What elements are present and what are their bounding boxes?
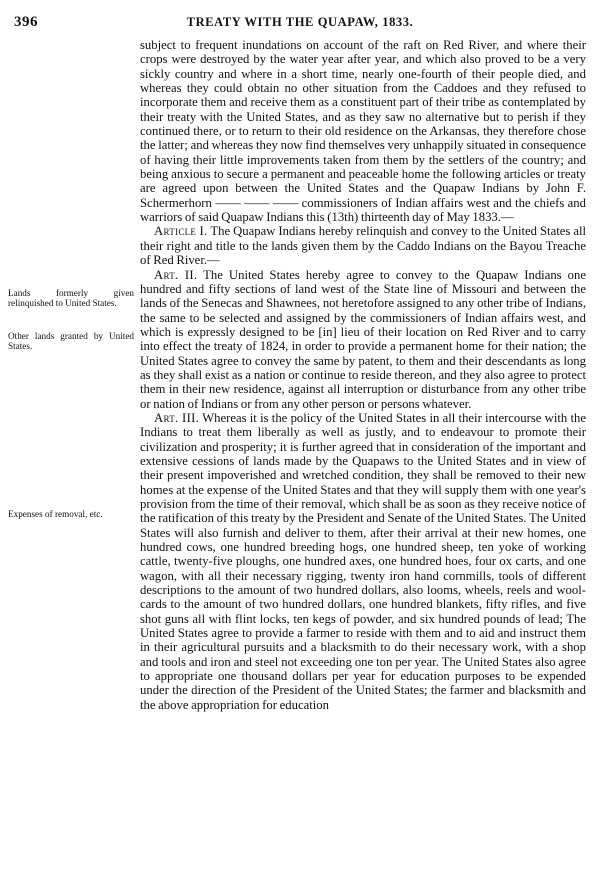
article-3-text: Whereas it is the policy of the United States in all their intercourse with the Indians to treat them liberally as well as justly, and to endeavour to promote their civilization and prosperity; it is further agreed that in consideration of the important and extensive cessions of lands made by the Quapaws to the United States and in view of their present impoverished and wretched condition, they shall be removed to their new homes at the expense of the United States and that they will supply them with one year's provision from the time of their removal, which shall be as soon as they receive notice of the ratification of this treaty by the President and Senate of the United States. The United States will also furnish and deliver to them, after their arrival at their new homes, one hundred cows, one hundred breeding hogs, one hundred sheep, ten yoke of working cattle, twenty-five ploughs, one hundred axes, one hundred hoes, four ox carts, and one wagon, with all their necessary rigging, twenty iron hand cornmills, tools of different descriptions to the amount of two hundred dollars, also looms, wheels, reels and wool-cards to the amount of two hundred dollars, one hundred blankets, fifty rifles, and five shot guns all with flint locks, ten kegs of powder, and six hundred pounds of lead; The United States agree to provide a farmer to reside with them and to aid and instruct them in their agricultural pursuits and a blacksmith to do their necessary work, with a shop and tools and iron and steel not exceeding one ton per year. The United States also agree to appropriate one thousand dollars per year for education purposes to be expended under the direction of the President of the United States; the farmer and blacksmith and the above appropriation for education	[140, 410, 586, 712]
side-note-text: Lands formerly given relinquished to United States.	[8, 288, 134, 308]
side-note-lands-granted	[8, 332, 134, 351]
side-note-text: Expenses of removal, etc.	[8, 509, 103, 519]
running-title: TREATY WITH THE QUAPAW, 1833.	[186, 15, 414, 29]
article-3-label: Art. III.	[154, 410, 200, 425]
side-note-expenses	[8, 510, 134, 520]
page-header	[0, 14, 600, 34]
treaty-body	[140, 38, 586, 712]
article-2-label: Art. II.	[154, 267, 198, 282]
article-3-paragraph	[140, 411, 586, 712]
article-1-text: The Quapaw Indians hereby relinquish and convey to the United States all their right and title to the lands given them by the Caddo Indians on the Bayou Treache of Red River.—	[140, 224, 586, 268]
article-2-text: The United States hereby agree to convey to the Quapaw Indians one hundred and fifty sections of land west of the State line of Missouri and between the lands of the Senecas and Shawnees, not heretofore assigned to any other tribe of Indians, the same to be selected and assigned by the commissioners of Indian affairs west, and which is expressly designed to be [in] lieu of their location on Red River and to carry into effect the treaty of 1824, in order to provide a permanent home for their nation; the United States agree to convey the same by patent, to them and their descendants as long as they shall exist as a nation or continue to reside thereon, and they also agree to protect them in their new residence, against all interruption or disturbance from any other tribe or nation of Indians or from any other person or persons whatever.	[140, 267, 586, 411]
page-number: 396	[14, 14, 38, 30]
article-2-paragraph	[140, 268, 586, 411]
article-1-paragraph	[140, 224, 586, 267]
article-1-label: Article I.	[154, 224, 208, 239]
preamble-paragraph: subject to frequent inundations on account of the raft on Red River, and where their crops were destroyed by the water year after year, and which also proved to be a very sickly country and where in a short time, nearly one-fourth of their people died, and whereas they could obtain no other situation from the Caddoes and they refused to incorporate them and receive them as a constituent part of their tribe as contemplated by their treaty with the United States, and as they saw no alternative but to perish if they continued there, or to return to their old residence on the Arkansas, they therefore chose the latter; and whereas they now find themselves very unhappily situated in consequence of having their little improvements taken from them by the settlers of the country; and being anxious to secure a permanent and peaceable home the following articles or treaty are agreed upon between the United States and the Quapaw Indians by John F. Schermerhorn —— —— —— commissioners of Indian affairs west and the chiefs and warriors of said Quapaw Indians this (13th) thirteenth day of May 1833.—	[140, 38, 586, 225]
side-note-text: Other lands granted by United States.	[8, 331, 134, 351]
side-note-lands-relinquished	[8, 289, 134, 308]
